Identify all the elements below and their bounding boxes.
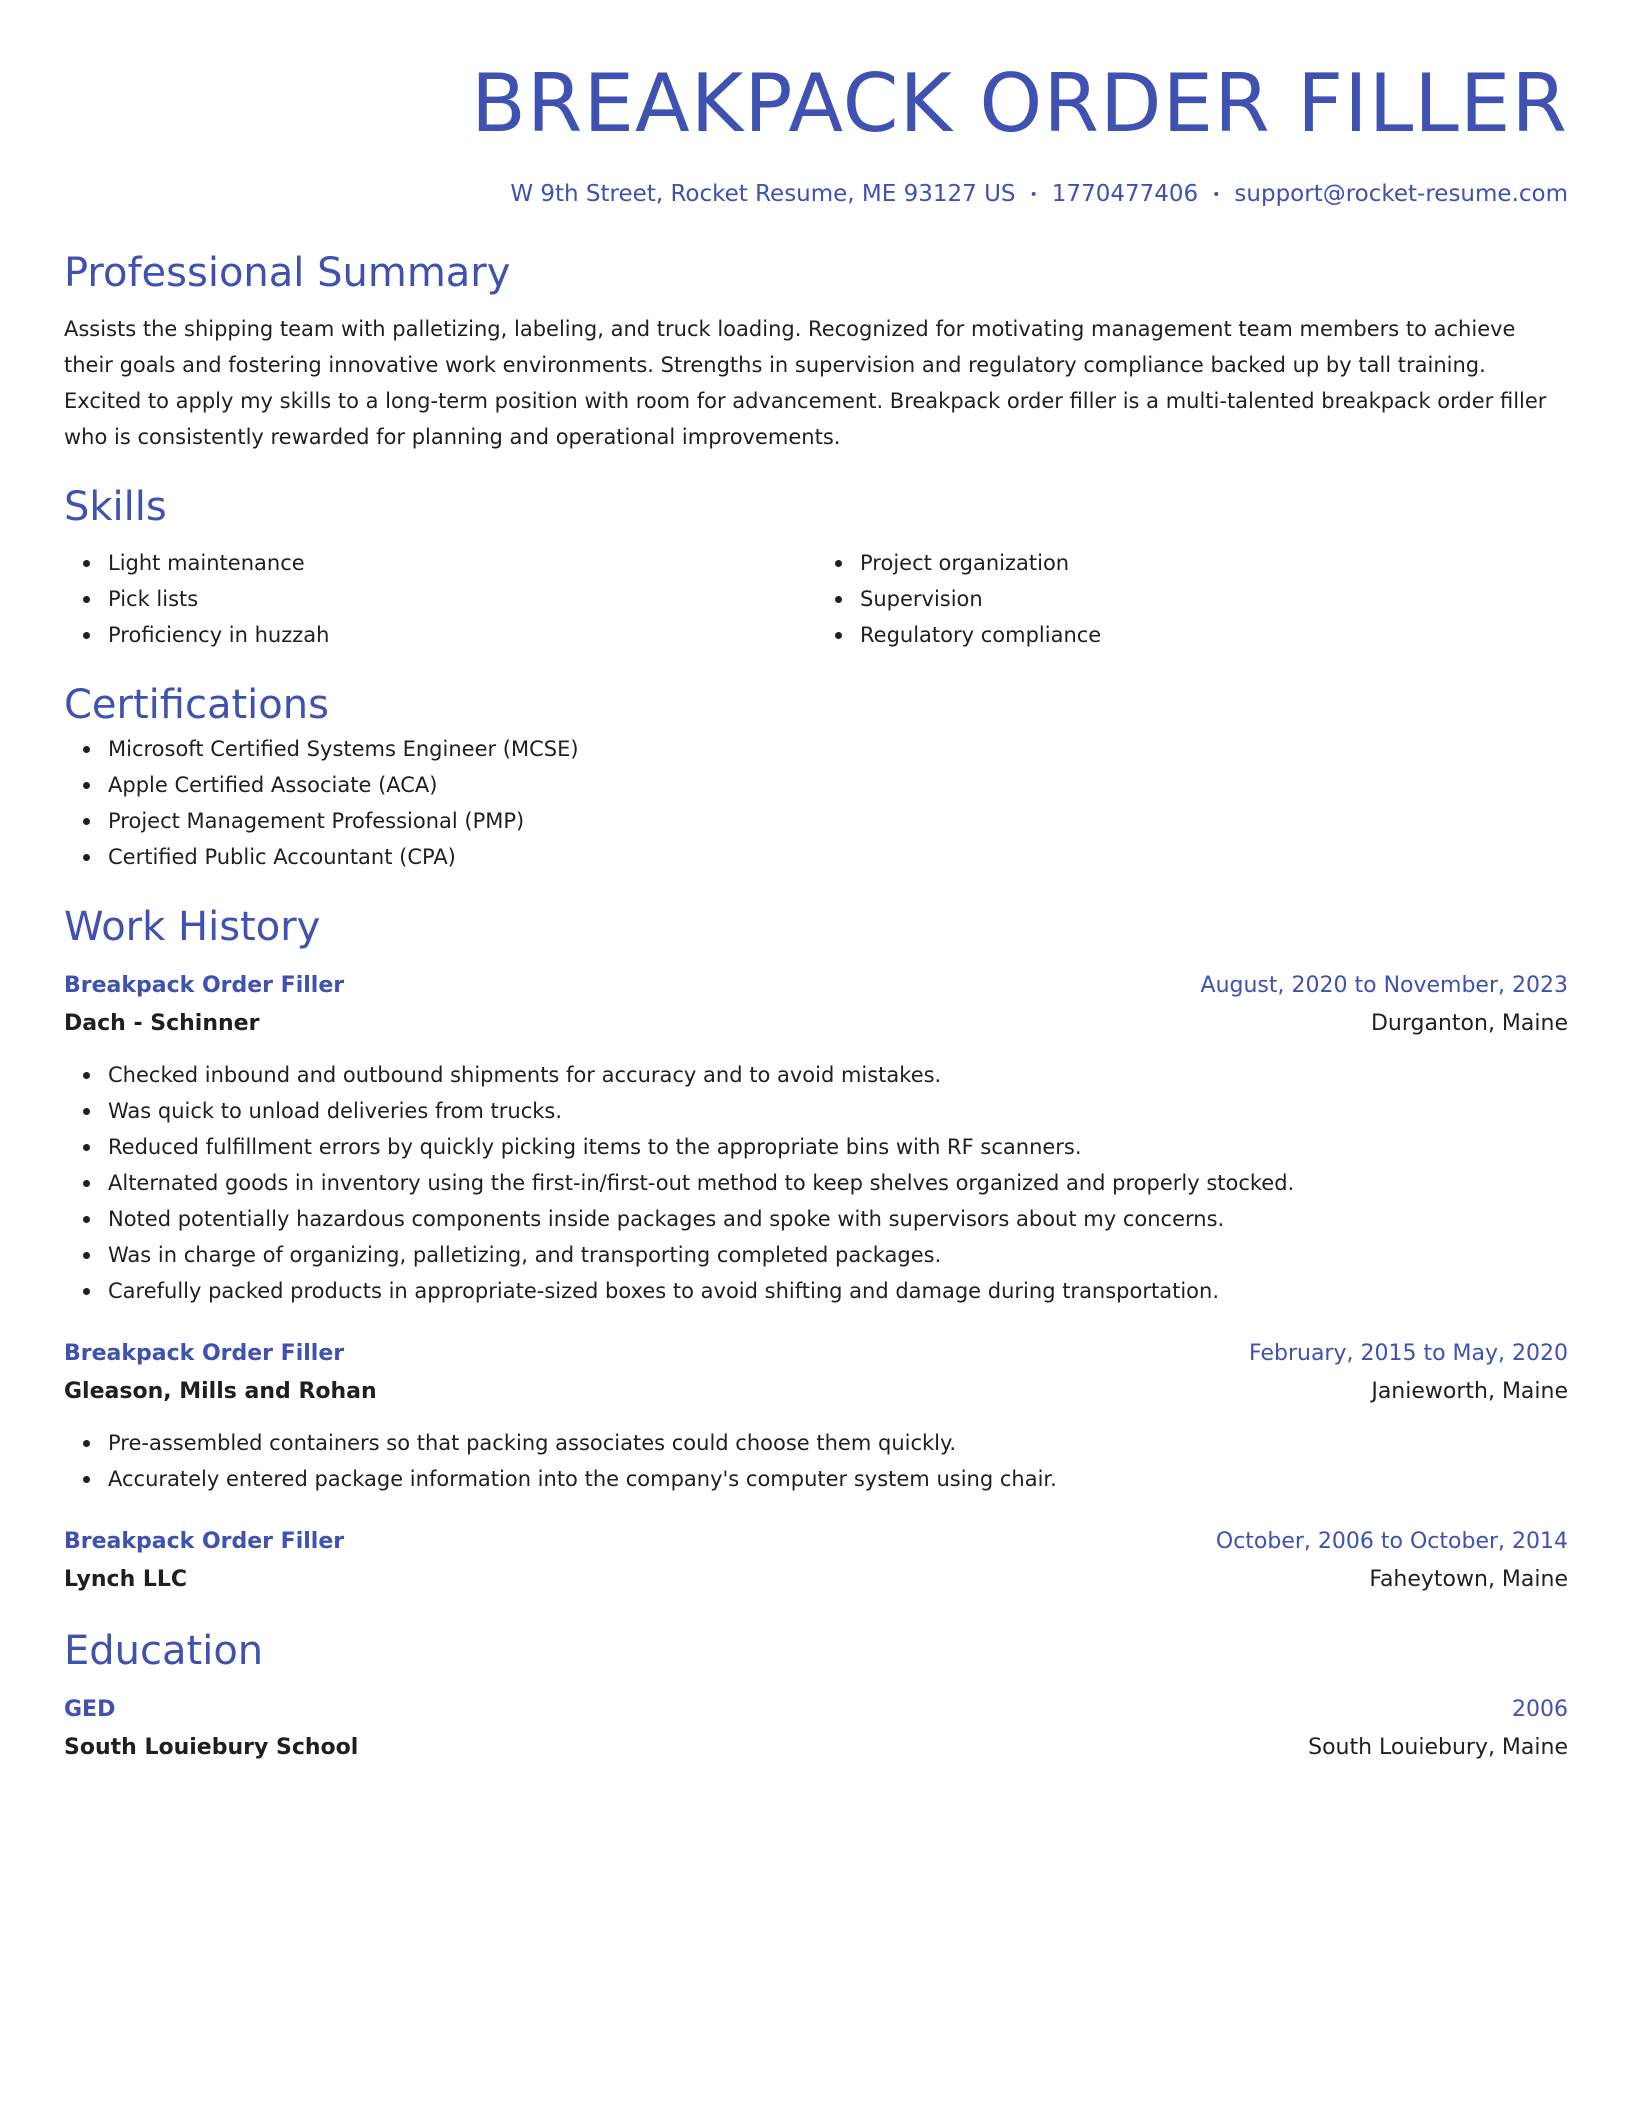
education-degree: GED bbox=[64, 1696, 116, 1722]
contact-separator: • bbox=[1029, 186, 1038, 203]
job-location: Durganton, Maine bbox=[1370, 1010, 1568, 1036]
contact-address: W 9th Street, Rocket Resume, ME 93127 US bbox=[510, 181, 1016, 207]
summary-text: Assists the shipping team with palletizing, labeling, and truck loading. Recognized for motivating management team members to achieve their goals and fostering innovative work environments. Strengths in supervision and regulatory compliance backed up by tall training. Excited to apply my skills to a long-term position with room for advancement. Breakpack order filler is a multi-talented breakpack order filler who is consistently rewarded for planning and operational improvements. bbox=[64, 316, 1547, 449]
candidate-name: BREAKPACK ORDER FILLER bbox=[471, 57, 1568, 150]
certification-item: Project Management Professional (PMP) bbox=[108, 803, 1568, 839]
job-bullet: Reduced fulfillment errors by quickly picking items to the appropriate bins with RF scanners. bbox=[108, 1129, 1568, 1165]
education-location: South Louiebury, Maine bbox=[1308, 1734, 1568, 1760]
job-entry bbox=[64, 1335, 1568, 1497]
job-bullet: Alternated goods in inventory using the first-in/first-out method to keep shelves organized and properly stocked. bbox=[108, 1165, 1568, 1201]
job-role: Breakpack Order Filler bbox=[64, 1340, 345, 1366]
job-entry bbox=[64, 967, 1568, 1309]
job-company: Dach - Schinner bbox=[64, 1010, 260, 1036]
job-bullets bbox=[64, 1425, 1568, 1497]
certifications-heading: Certifications bbox=[64, 681, 329, 728]
certification-item: Microsoft Certified Systems Engineer (MCSE) bbox=[108, 731, 1568, 767]
work-history-heading: Work History bbox=[64, 903, 321, 950]
job-bullet: Checked inbound and outbound shipments for accuracy and to avoid mistakes. bbox=[108, 1057, 1568, 1093]
skills-list-left bbox=[64, 545, 816, 653]
job-bullets bbox=[64, 1057, 1568, 1309]
education-entry bbox=[64, 1691, 1568, 1767]
education-school: South Louiebury School bbox=[64, 1734, 359, 1760]
skill-item: Pick lists bbox=[108, 581, 816, 617]
job-bullet: Pre-assembled containers so that packing associates could choose them quickly. bbox=[108, 1425, 1568, 1461]
education-year: 2006 bbox=[1512, 1696, 1568, 1722]
skills-list-right bbox=[816, 545, 1568, 653]
job-company: Gleason, Mills and Rohan bbox=[64, 1378, 377, 1404]
resume-header bbox=[64, 56, 1568, 211]
job-dates: August, 2020 to November, 2023 bbox=[1200, 972, 1568, 998]
job-bullet: Noted potentially hazardous components inside packages and spoke with supervisors about my concerns. bbox=[108, 1201, 1568, 1237]
job-company: Lynch LLC bbox=[64, 1566, 188, 1592]
contact-separator: • bbox=[1212, 186, 1221, 203]
job-entry bbox=[64, 1523, 1568, 1599]
certifications-list bbox=[64, 731, 1568, 875]
skill-item: Light maintenance bbox=[108, 545, 816, 581]
job-location: Janieworth, Maine bbox=[1371, 1378, 1568, 1404]
job-dates: October, 2006 to October, 2014 bbox=[1215, 1528, 1568, 1554]
skills-heading: Skills bbox=[64, 483, 167, 530]
skills-grid bbox=[64, 545, 1568, 653]
job-bullet: Carefully packed products in appropriate-sized boxes to avoid shifting and damage during transportation. bbox=[108, 1273, 1568, 1309]
job-bullet: Was quick to unload deliveries from trucks. bbox=[108, 1093, 1568, 1129]
job-role: Breakpack Order Filler bbox=[64, 972, 345, 998]
skill-item: Supervision bbox=[860, 581, 1568, 617]
job-bullet: Was in charge of organizing, palletizing, and transporting completed packages. bbox=[108, 1237, 1568, 1273]
certification-item: Certified Public Accountant (CPA) bbox=[108, 839, 1568, 875]
contact-line bbox=[64, 178, 1568, 211]
certification-item: Apple Certified Associate (ACA) bbox=[108, 767, 1568, 803]
job-bullet: Accurately entered package information into the company's computer system using chair. bbox=[108, 1461, 1568, 1497]
summary-heading: Professional Summary bbox=[64, 249, 511, 296]
job-dates: February, 2015 to May, 2020 bbox=[1249, 1340, 1568, 1366]
contact-email: support@rocket-resume.com bbox=[1234, 181, 1568, 207]
job-role: Breakpack Order Filler bbox=[64, 1528, 345, 1554]
contact-phone: 1770477406 bbox=[1051, 181, 1199, 207]
education-heading: Education bbox=[64, 1627, 264, 1674]
skill-item: Project organization bbox=[860, 545, 1568, 581]
skill-item: Regulatory compliance bbox=[860, 617, 1568, 653]
skill-item: Proficiency in huzzah bbox=[108, 617, 816, 653]
job-location: Faheytown, Maine bbox=[1369, 1566, 1568, 1592]
